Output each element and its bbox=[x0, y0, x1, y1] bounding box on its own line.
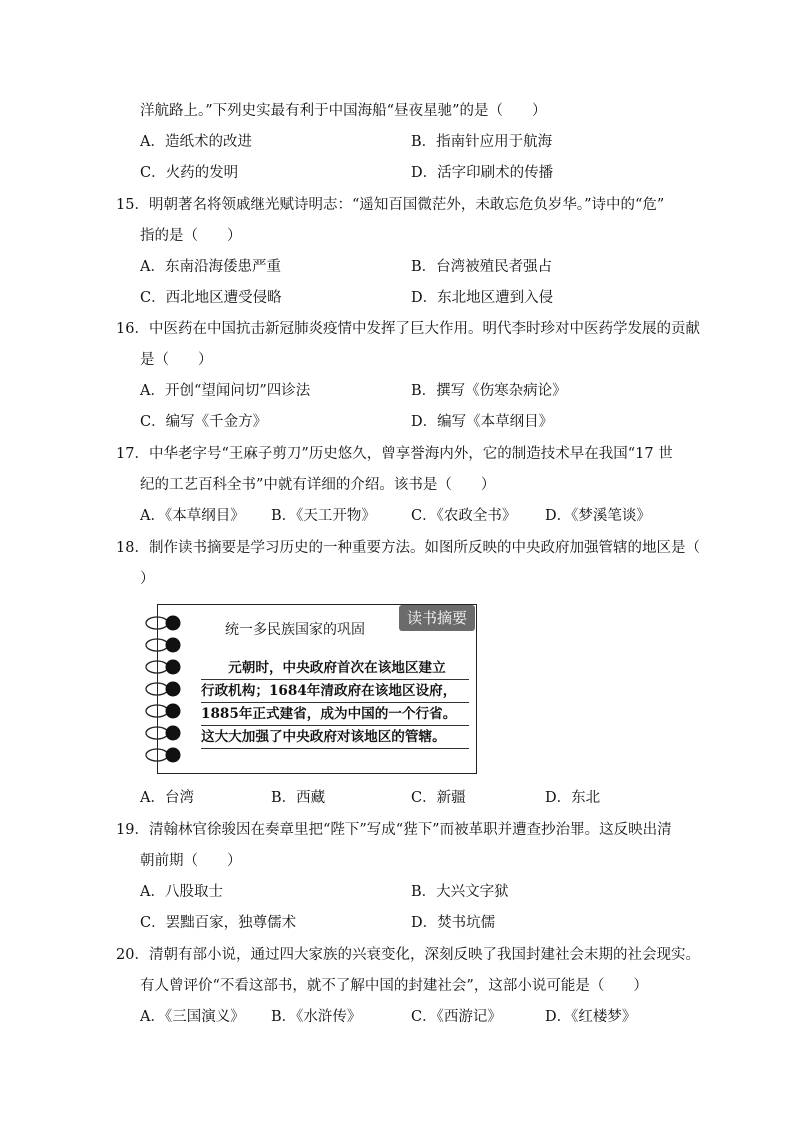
reading-notes-figure bbox=[141, 601, 481, 777]
q19-option-a: A．八股取士 bbox=[140, 884, 223, 900]
figure-ruled-line bbox=[201, 679, 469, 680]
q15-option-b: B．台湾被殖民者强占 bbox=[411, 259, 553, 275]
q15-option-d: D．东北地区遭到入侵 bbox=[411, 290, 554, 306]
q17-stem-line1: 17．中华老字号“王麻子剪刀”历史悠久，曾享誉海内外，它的制造技术早在我国“17 世 bbox=[116, 446, 673, 462]
q17-option-a: A．《本草纲目》 bbox=[140, 508, 245, 524]
q16-stem-line2: 是（ ） bbox=[140, 352, 213, 368]
q14-option-d: D．活字印刷术的传播 bbox=[411, 165, 554, 181]
q15-stem-line2: 指的是（ ） bbox=[140, 228, 242, 244]
q14-stem-tail: 洋航路上。”下列史实最有利于中国海船“昼夜星驰”的是（ ） bbox=[140, 103, 547, 119]
spiral-ring-icon bbox=[143, 745, 183, 765]
q20-option-c: C．《西游记》 bbox=[411, 1009, 502, 1025]
spiral-ring-icon bbox=[143, 613, 183, 633]
spiral-ring-icon bbox=[143, 657, 183, 677]
q18-option-b: B．西藏 bbox=[271, 790, 326, 806]
figure-text-line: 行政机构；1684年清政府在该地区设府， bbox=[201, 683, 457, 699]
figure-ruled-line bbox=[201, 702, 469, 703]
spiral-ring-icon bbox=[143, 635, 183, 655]
q14-option-c: C．火药的发明 bbox=[140, 165, 239, 181]
q16-stem-line1: 16．中医药在中国抗击新冠肺炎疫情中发挥了巨大作用。明代李时珍对中医药学发展的贡献 bbox=[116, 321, 700, 337]
q15-option-a: A．东南沿海倭患严重 bbox=[140, 259, 281, 275]
spiral-ring-icon bbox=[143, 701, 183, 721]
q18-option-a: A．台湾 bbox=[140, 790, 194, 806]
q17-option-d: D．《梦溪笔谈》 bbox=[545, 508, 651, 524]
q19-option-c: C．罢黜百家，独尊儒术 bbox=[140, 915, 297, 931]
q16-option-d: D．编写《本草纲目》 bbox=[411, 414, 554, 430]
q18-option-c: C．新疆 bbox=[411, 790, 466, 806]
q17-option-b: B．《天工开物》 bbox=[271, 508, 376, 524]
q17-stem-line2: 纪的工艺百科全书”中就有详细的介绍。该书是（ ） bbox=[140, 477, 496, 493]
spiral-ring-icon bbox=[143, 679, 183, 699]
q16-option-a: A．开创“望闻问切”四诊法 bbox=[140, 383, 311, 399]
q15-stem-line1: 15．明朝著名将领戚继光赋诗明志：“遥知百国微茫外，未敢忘危负岁华。”诗中的“危” bbox=[116, 197, 665, 213]
q17-option-c: C．《农政全书》 bbox=[411, 508, 517, 524]
q19-option-b: B．大兴文字狱 bbox=[411, 884, 509, 900]
q18-stem-line2: ） bbox=[140, 571, 155, 587]
figure-title: 统一多民族国家的巩固 bbox=[225, 622, 365, 638]
q14-option-a: A．造纸术的改进 bbox=[140, 134, 252, 150]
figure-text-line: 这大大加强了中央政府对该地区的管辖。 bbox=[201, 729, 446, 745]
q20-stem-line2: 有人曾评价“不看这部书，就不了解中国的封建社会”，这部小说可能是（ ） bbox=[140, 978, 648, 994]
figure-ruled-line bbox=[201, 748, 469, 749]
q18-option-d: D．东北 bbox=[545, 790, 601, 806]
figure-text-line: 1885年正式建省，成为中国的一个行省。 bbox=[201, 706, 457, 722]
reading-notes-tab-label: 读书摘要 bbox=[406, 609, 467, 627]
q20-stem-line1: 20．清朝有部小说，通过四大家族的兴衰变化，深刻反映了我国封建社会末期的社会现实。 bbox=[116, 947, 700, 963]
spiral-ring-icon bbox=[143, 723, 183, 743]
figure-text-line: 元朝时，中央政府首次在该地区建立 bbox=[201, 660, 446, 676]
q20-option-b: B．《水浒传》 bbox=[271, 1009, 362, 1025]
q14-option-b: B．指南针应用于航海 bbox=[411, 134, 553, 150]
q19-stem-line1: 19．清翰林官徐骏因在奏章里把“陛下”写成“狴下”而被革职并遭查抄治罪。这反映出清 bbox=[116, 822, 672, 838]
reading-notes-tab bbox=[399, 605, 475, 631]
q20-option-d: D．《红楼梦》 bbox=[545, 1009, 637, 1025]
q18-stem-line1: 18．制作读书摘要是学习历史的一种重要方法。如图所反映的中央政府加强管辖的地区是（ bbox=[116, 540, 700, 556]
q16-option-c: C．编写《千金方》 bbox=[140, 414, 268, 430]
figure-ruled-line bbox=[201, 725, 469, 726]
q15-option-c: C．西北地区遭受侵略 bbox=[140, 290, 282, 306]
q20-option-a: A．《三国演义》 bbox=[140, 1009, 245, 1025]
q19-option-d: D．焚书坑儒 bbox=[411, 915, 496, 931]
q16-option-b: B．撰写《伤寒杂病论》 bbox=[411, 383, 567, 399]
q19-stem-line2: 朝前期（ ） bbox=[140, 853, 242, 869]
